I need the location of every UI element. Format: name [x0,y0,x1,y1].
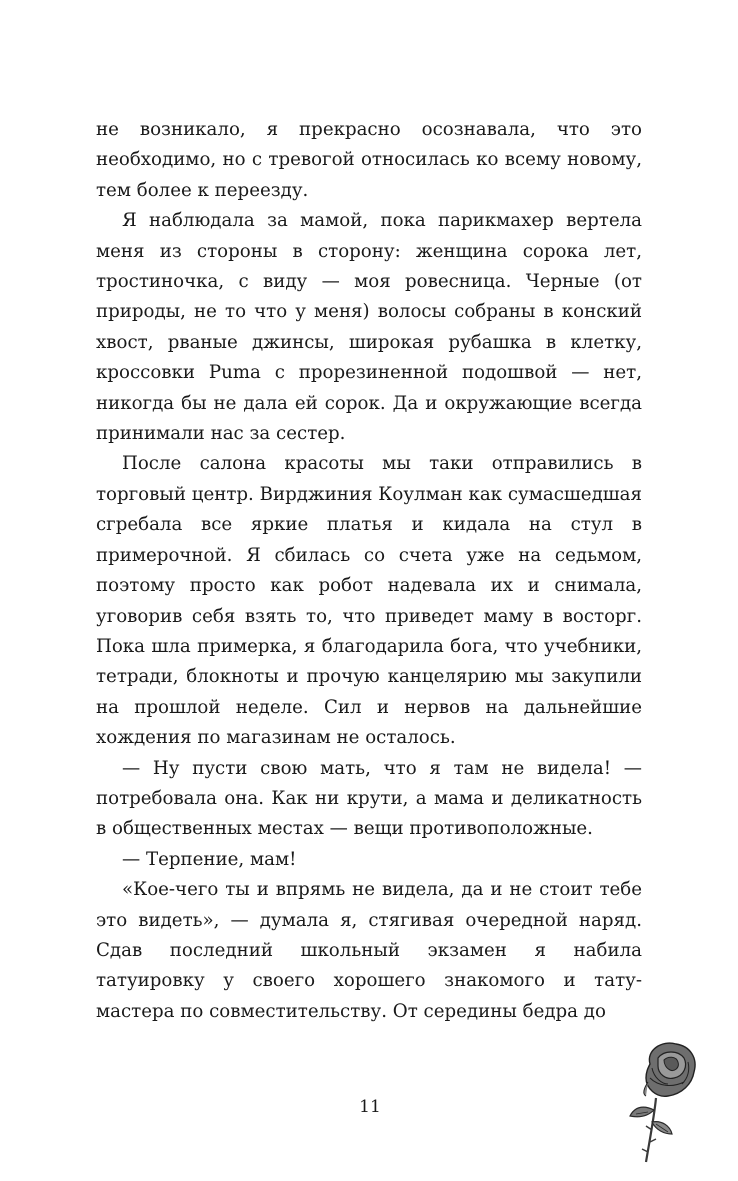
paragraph-2: Я наблюдала за мамой, пока парикмахер вертела меня из стороны в сторону: женщина сорока лет, тростиночка, с виду — моя ровесница. Черные (от природы, не то что у меня) волосы собраны в конский хвост, рваные джинсы, широкая рубашка в клетку, кроссовки Puma с прорезиненной подошвой — нет, никогда бы не дала ей сорок. Да и окружающие всегда принимали нас за сестер. [96,210,642,445]
page-number: 11 [359,1097,381,1117]
paragraph-3: После салона красоты мы таки отправились в торговый центр. Вирджиния Коулман как сумасшедшая сгребала все яркие платья и кидала на стул в примерочной. Я сбилась со счета уже на седьмом, поэтому просто как робот надевала их и снимала, уговорив себя взять то, что приведет маму в восторг. Пока шла примерка, я благодарила бога, что учебники, тетради, блокноты и прочую канцелярию мы закупили на прошлой неделе. Сил и нервов на дальнейшие хождения по магазинам не осталось. [96,453,642,749]
rose-icon [628,1038,702,1166]
paragraph-4: — Ну пусти свою мать, что я там не видела! — потребовала она. Как ни крути, а мама и деликатность в общественных местах — вещи противоположные. [96,757,642,840]
body-text [96,115,642,1027]
paragraph-6: «Кое-чего ты и впрямь не видела, да и не стоит тебе это видеть», — думала я, стягивая очередной наряд. Сдав последний школьный экзамен я набила татуировку у своего хорошего знакомого и тату-мастера по совместительству. От середины бедра до [96,879,642,1022]
paragraph-5: — Терпение, мам! [122,848,297,870]
paragraph-1: не возникало, я прекрасно осознавала, что это необходимо, но с тревогой относилась ко всему новому, тем более к переезду. [96,119,642,201]
